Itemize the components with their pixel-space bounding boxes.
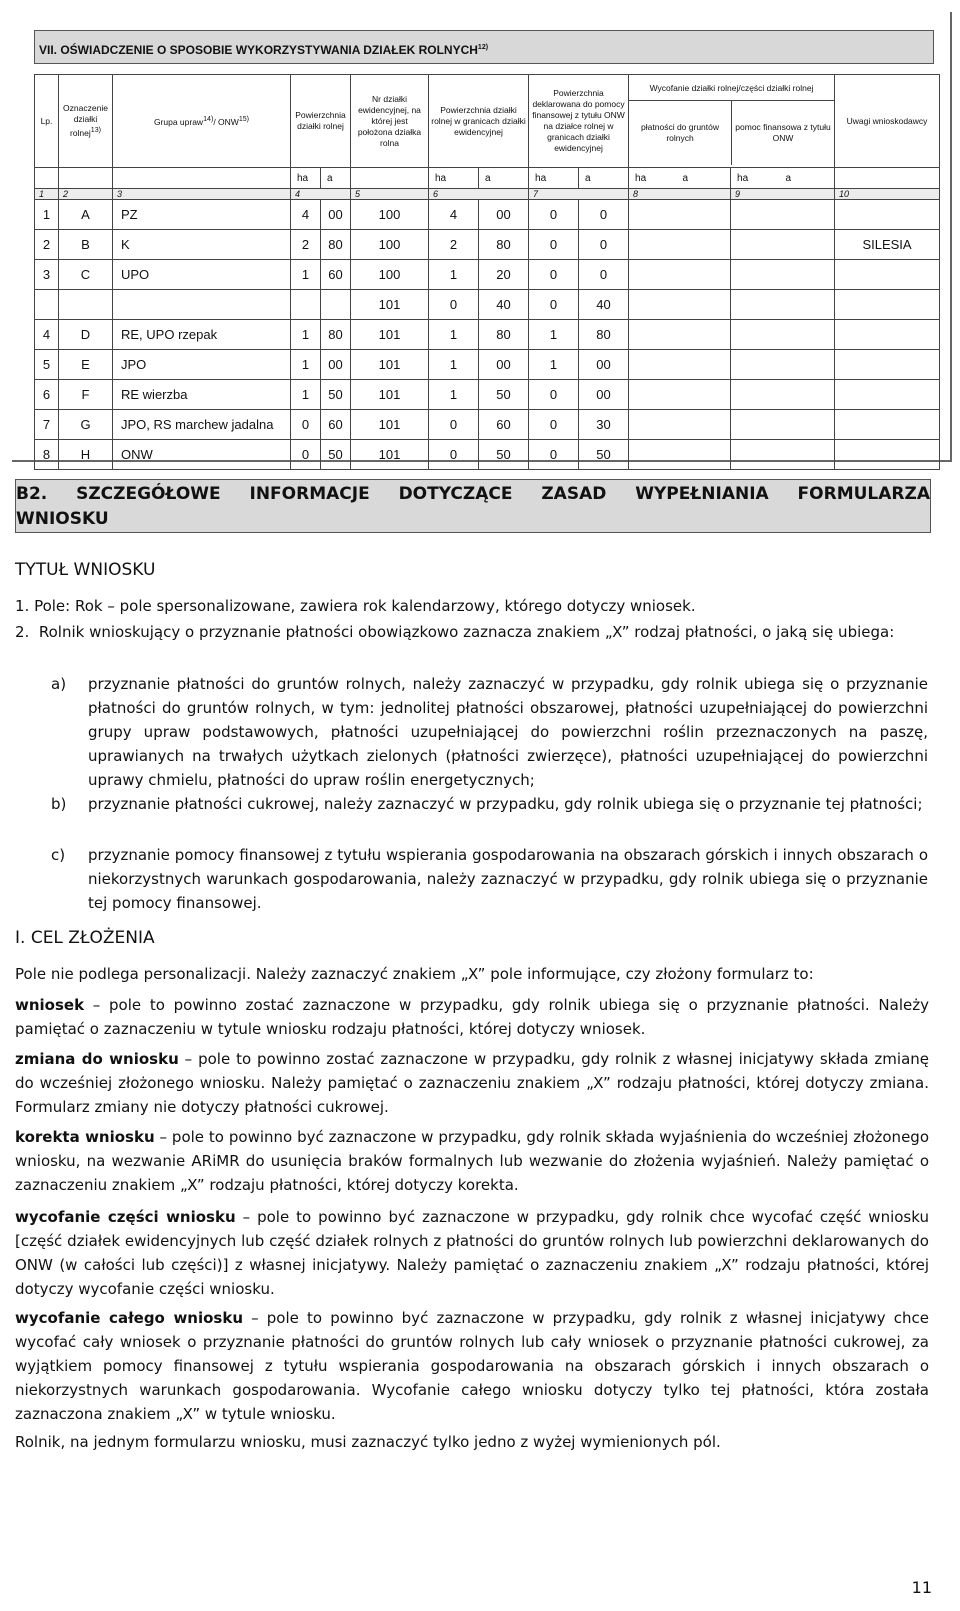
cell-grupa: RE wierzba xyxy=(113,380,291,410)
table-row xyxy=(35,410,940,440)
cell-lp xyxy=(35,290,59,320)
cell-a3: 50 xyxy=(579,440,629,470)
header-pow-deklarowana: Powierzchnia deklarowana do pomocy finansowej z tytułu ONW na działce rolnej w granicach działki ewidencyjnej xyxy=(529,75,629,168)
b2-line1: B2. SZCZEGÓŁOWE INFORMACJE DOTYCZĄCE ZASAD WYPEŁNIANIA FORMULARZA xyxy=(16,484,930,504)
cell-ozn xyxy=(59,290,113,320)
cell-uwagi xyxy=(835,350,940,380)
cell-a3: 0 xyxy=(579,230,629,260)
cell-a2: 20 xyxy=(479,260,529,290)
cell-grupa: RE, UPO rzepak xyxy=(113,320,291,350)
cell-ha3: 1 xyxy=(529,350,579,380)
header-pow-granicach: Powierzchnia działki rolnej w granicach działki ewidencyjnej xyxy=(429,75,529,168)
cell-lp: 7 xyxy=(35,410,59,440)
cell-wyc1 xyxy=(629,410,731,440)
page-number: 11 xyxy=(911,1578,932,1597)
cell-ozn: A xyxy=(59,200,113,230)
cell-uwagi: SILESIA xyxy=(835,230,940,260)
tytul-point-1: 1. Pole: Rok – pole spersonalizowane, zawiera rok kalendarzowy, którego dotyczy wniosek. xyxy=(15,597,696,615)
cell-ozn: E xyxy=(59,350,113,380)
table-row xyxy=(35,320,940,350)
cell-grupa: JPO, RS marchew jadalna xyxy=(113,410,291,440)
cell-uwagi xyxy=(835,200,940,230)
header-lp: Lp. xyxy=(35,75,59,168)
cell-wyc2 xyxy=(731,320,835,350)
cell-ha2: 1 xyxy=(429,320,479,350)
cell-a3: 0 xyxy=(579,260,629,290)
cell-a2: 40 xyxy=(479,290,529,320)
table-row xyxy=(35,440,940,470)
cell-a2: 50 xyxy=(479,440,529,470)
cell-grupa: PZ xyxy=(113,200,291,230)
cell-lp: 8 xyxy=(35,440,59,470)
cell-ha2: 1 xyxy=(429,350,479,380)
cel-heading: I. CEL ZŁOŻENIA xyxy=(15,928,155,948)
cell-a2: 00 xyxy=(479,200,529,230)
cell-nr: 100 xyxy=(351,260,429,290)
tytul-point-2: 2. Rolnik wnioskujący o przyznanie płatności obowiązkowo zaznacza znakiem „X” rodzaj płatności, o jaką się ubiega: xyxy=(15,623,895,641)
cel-item-wycofanie-czesci: wycofanie części wniosku – pole to powinno być zaznaczone w przypadku, gdy rolnik chce wycofać część wniosku [część działek ewidencyjnych lub część działek rolnych z płatności do gruntów rolnych lub powierzchni deklarowanych do ONW (w całości lub części)] z własnej inicjatywy. Należy pamiętać o zaznaczeniu znakiem „X” rodzaju płatności, której dotyczy wycofanie części wniosku. xyxy=(15,1208,929,1298)
cell-nr: 101 xyxy=(351,410,429,440)
cell-ha1 xyxy=(291,290,321,320)
cell-ha1: 1 xyxy=(291,350,321,380)
cell-uwagi xyxy=(835,380,940,410)
cell-a1 xyxy=(321,290,351,320)
cell-wyc1 xyxy=(629,290,731,320)
cell-ha3: 0 xyxy=(529,440,579,470)
cell-grupa: ONW xyxy=(113,440,291,470)
cell-wyc2 xyxy=(731,290,835,320)
cell-ha1: 4 xyxy=(291,200,321,230)
units-row: ha a ha a ha a ha a ha a xyxy=(35,168,940,189)
b2-line2: WNIOSKU xyxy=(16,509,109,529)
cell-grupa xyxy=(113,290,291,320)
header-wycofanie: Wycofanie działki rolnej/części działki rolnej płatności do gruntów rolnych pomoc finansowa z tytułu ONW xyxy=(629,75,835,168)
cell-ha2: 2 xyxy=(429,230,479,260)
cell-wyc1 xyxy=(629,440,731,470)
cell-a3: 0 xyxy=(579,200,629,230)
cell-lp: 1 xyxy=(35,200,59,230)
cell-ozn: C xyxy=(59,260,113,290)
cell-a1: 60 xyxy=(321,410,351,440)
cell-uwagi xyxy=(835,410,940,440)
cell-nr: 100 xyxy=(351,230,429,260)
cell-ha2: 0 xyxy=(429,410,479,440)
table-row xyxy=(35,290,940,320)
cell-lp: 4 xyxy=(35,320,59,350)
cell-nr: 101 xyxy=(351,320,429,350)
b2-section-header xyxy=(15,479,931,533)
cell-a2: 50 xyxy=(479,380,529,410)
cell-a1: 50 xyxy=(321,380,351,410)
cell-ha3: 0 xyxy=(529,260,579,290)
cell-wyc1 xyxy=(629,350,731,380)
header-oznaczenie: Oznaczenie działki rolnej$^{13)}$ xyxy=(59,75,113,168)
cell-ha2: 4 xyxy=(429,200,479,230)
cell-a1: 00 xyxy=(321,200,351,230)
cell-a2: 60 xyxy=(479,410,529,440)
cell-a1: 80 xyxy=(321,320,351,350)
cell-a2: 80 xyxy=(479,320,529,350)
cell-a3: 00 xyxy=(579,380,629,410)
table-row xyxy=(35,380,940,410)
cell-uwagi xyxy=(835,440,940,470)
cel-intro: Pole nie podlega personalizacji. Należy zaznaczyć znakiem „X” pole informujące, czy złożony formularz to: xyxy=(15,965,814,983)
cell-ozn: D xyxy=(59,320,113,350)
cell-wyc2 xyxy=(731,350,835,380)
cell-lp: 3 xyxy=(35,260,59,290)
cell-wyc1 xyxy=(629,380,731,410)
table-header-row xyxy=(35,75,940,168)
cell-ha1: 0 xyxy=(291,440,321,470)
cell-wyc2 xyxy=(731,230,835,260)
tytul-item-b: b) przyznanie płatności cukrowej, należy zaznaczyć w przypadku, gdy rolnik ubiega się o przyznanie tej płatności; xyxy=(51,795,923,813)
cell-wyc2 xyxy=(731,200,835,230)
cell-wyc1 xyxy=(629,320,731,350)
section-vii-title: VII. OŚWIADCZENIE O SPOSOBIE WYKORZYSTYWANIA DZIAŁEK ROLNYCH$^{12)}$ xyxy=(34,30,934,64)
cell-a3: 30 xyxy=(579,410,629,440)
cell-a1: 50 xyxy=(321,440,351,470)
cell-a3: 80 xyxy=(579,320,629,350)
cell-wyc2 xyxy=(731,260,835,290)
cell-grupa: K xyxy=(113,230,291,260)
cel-final-note: Rolnik, na jednym formularzu wniosku, musi zaznaczyć tylko jedno z wyżej wymienionych pól. xyxy=(15,1433,721,1451)
cell-wyc1 xyxy=(629,230,731,260)
tytul-item-c: c) przyznanie pomocy finansowej z tytułu wspierania gospodarowania na obszarach górskich i innych obszarach o niekorzystnych warunkach gospodarowania, należy zaznaczyć w przypadku, gdy rolnik ubiega się o przyznanie tej pomocy finansowej. xyxy=(51,846,928,912)
cell-a2: 80 xyxy=(479,230,529,260)
cell-ha3: 0 xyxy=(529,230,579,260)
cell-nr: 100 xyxy=(351,200,429,230)
cell-uwagi xyxy=(835,320,940,350)
plots-table xyxy=(34,74,940,470)
cell-ha3: 1 xyxy=(529,320,579,350)
cell-ha2: 1 xyxy=(429,260,479,290)
cell-ha2: 1 xyxy=(429,380,479,410)
cell-ha2: 0 xyxy=(429,290,479,320)
table-row xyxy=(35,200,940,230)
cell-lp: 2 xyxy=(35,230,59,260)
cell-ha1: 0 xyxy=(291,410,321,440)
cell-a1: 80 xyxy=(321,230,351,260)
header-uwagi: Uwagi wnioskodawcy xyxy=(835,75,940,168)
cell-ha1: 2 xyxy=(291,230,321,260)
cell-ozn: F xyxy=(59,380,113,410)
cell-ha1: 1 xyxy=(291,260,321,290)
cell-uwagi xyxy=(835,260,940,290)
cell-ha2: 0 xyxy=(429,440,479,470)
cell-a1: 00 xyxy=(321,350,351,380)
header-pow-dzialki: Powierzchnia działki rolnej xyxy=(291,75,351,168)
tytul-heading: TYTUŁ WNIOSKU xyxy=(15,560,156,580)
cell-grupa: UPO xyxy=(113,260,291,290)
cell-ha1: 1 xyxy=(291,320,321,350)
header-nr-dzialki: Nr działki ewidencyjnej, na której jest położona działka rolna xyxy=(351,75,429,168)
cell-nr: 101 xyxy=(351,440,429,470)
column-number-row: 1 2 3 4 5 6 7 8 9 10 xyxy=(35,189,940,200)
cell-nr: 101 xyxy=(351,380,429,410)
cell-uwagi xyxy=(835,290,940,320)
cell-nr: 101 xyxy=(351,350,429,380)
cell-a3: 40 xyxy=(579,290,629,320)
cel-item-zmiana: zmiana do wniosku – pole to powinno zostać zaznaczone w przypadku, gdy rolnik z własnej inicjatywy składa zmianę do wcześniej złożonego wniosku. Należy pamiętać o zaznaczeniu znakiem „X” rodzaju płatności, której dotyczy zmiana. Formularz zmiany nie dotyczy płatności cukrowej. xyxy=(15,1050,929,1116)
table-row xyxy=(35,230,940,260)
cell-ha3: 0 xyxy=(529,290,579,320)
cel-item-wycofanie-calego: wycofanie całego wniosku – pole to powinno być zaznaczone w przypadku, gdy rolnik z własnej inicjatywy chce wycofać cały wniosek o przyznanie płatności do gruntów rolnych lub cały wniosek o przyznanie płatności cukrowej, za wyjątkiem pomocy finansowej z tytułu wspierania gospodarowania na obszarach górskich i innych obszarach o niekorzystnych warunkach gospodarowania. Wycofanie całego wniosku dotyczy tylko tej płatności, która została zaznaczona znakiem „X” w tytule wniosku. xyxy=(15,1309,929,1423)
table-row xyxy=(35,350,940,380)
cell-ozn: H xyxy=(59,440,113,470)
scanned-table-image xyxy=(12,12,952,462)
cell-nr: 101 xyxy=(351,290,429,320)
cell-wyc1 xyxy=(629,260,731,290)
cell-wyc2 xyxy=(731,440,835,470)
cell-wyc1 xyxy=(629,200,731,230)
cell-ha3: 0 xyxy=(529,410,579,440)
cell-a1: 60 xyxy=(321,260,351,290)
cell-ha3: 0 xyxy=(529,200,579,230)
cel-item-wniosek: wniosek – pole to powinno zostać zaznaczone w przypadku, gdy rolnik ubiega się o przyznanie płatności. Należy pamiętać o zaznaczeniu w tytule wniosku rodzaju płatności, której dotyczy wniosek. xyxy=(15,996,929,1038)
cell-wyc2 xyxy=(731,410,835,440)
cell-lp: 6 xyxy=(35,380,59,410)
cel-item-korekta: korekta wniosku – pole to powinno być zaznaczone w przypadku, gdy rolnik składa wyjaśnienia do wcześniej złożonego wniosku, na wezwanie ARiMR do usunięcia braków formalnych lub wezwanie do złożenia wyjaśnień. Należy pamiętać o zaznaczeniu znakiem „X” rodzaju płatności, której dotyczy korekta. xyxy=(15,1128,929,1194)
cell-wyc2 xyxy=(731,380,835,410)
cell-a2: 00 xyxy=(479,350,529,380)
cell-ozn: B xyxy=(59,230,113,260)
cell-grupa: JPO xyxy=(113,350,291,380)
header-grupa: Grupa upraw$^{14)}$/ ONW$^{15)}$ xyxy=(113,75,291,168)
table-row xyxy=(35,260,940,290)
cell-ha1: 1 xyxy=(291,380,321,410)
cell-a3: 00 xyxy=(579,350,629,380)
cell-lp: 5 xyxy=(35,350,59,380)
tytul-item-a: a) przyznanie płatności do gruntów rolnych, należy zaznaczyć w przypadku, gdy rolnik ubiega się o przyznanie płatności do gruntów rolnych, w tym: jednolitej płatności obszarowej, płatności uzupełniającej do powierzchni grupy upraw podstawowych, płatności uzupełniającej do powierzchni roślin przeznaczonych na paszę, uprawianych na trwałych użytkach zielonych (płatności zwierzęce), płatności uzupełniającej do powierzchni uprawy chmielu, płatności do upraw roślin energetycznych; xyxy=(51,675,928,789)
cell-ha3: 0 xyxy=(529,380,579,410)
cell-ozn: G xyxy=(59,410,113,440)
